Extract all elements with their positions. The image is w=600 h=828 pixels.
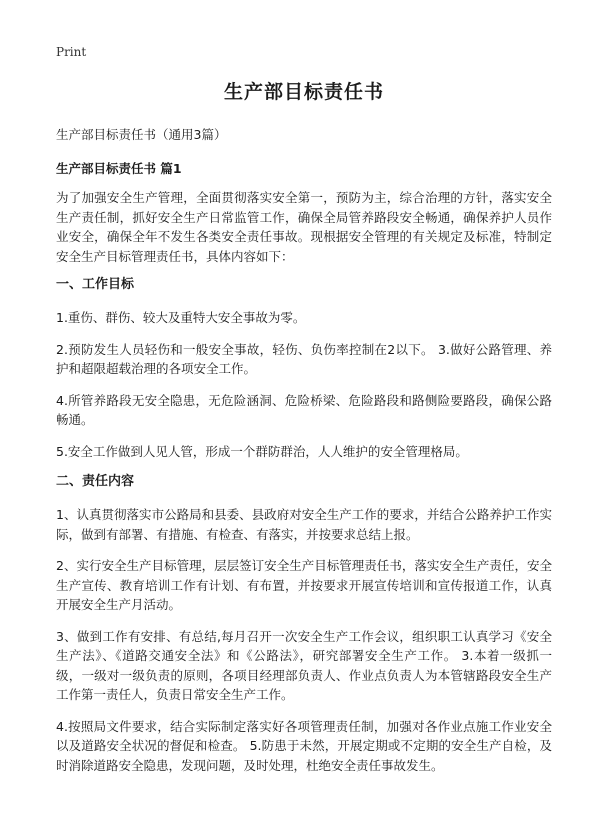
goal-item: 5.安全工作做到人见人管，形成一个群防群治，人人维护的安全管理格局。 xyxy=(56,443,468,459)
section-heading-responsibilities: 二、责任内容 xyxy=(56,474,135,489)
responsibility-item: 2、实行安全生产目标管理，层层签订安全生产目标管理责任书，落实安全生产责任，安全生产宣传、教育培训工作有计划、有布置，并按要求开展宣传培训和宣传报道工作，认真开展安全生产月活动。 xyxy=(56,558,552,612)
responsibility-item: 3、做到工作有安排、有总结,每月召开一次安全生产工作会议，组织职工认真学习《安全生产法》、《道路交通安全法》和《公路法》，研究部署安全生产工作。 3.本着一级抓一级，一级对一级负责的原则，各项目经理部负责人、作业点负责人为本管辖路段安全生产工作第一责任人，负责日常安全生产工作。 xyxy=(56,628,552,702)
goal-item: 4.所管养路段无安全隐患，无危险涵洞、危险桥梁、危险路段和路侧险要路段，确保公路畅通。 xyxy=(56,392,552,427)
responsibility-item: 4.按照局文件要求，结合实际制定落实好各项管理责任制，加强对各作业点施工作业安全以及道路安全状况的督促和检查。 5.防患于未然，开展定期或不定期的安全生产自检，及时消除道路安全隐患，发现问题，及时处理，杜绝安全责任事故发生。 xyxy=(56,718,552,773)
print-link[interactable]: Print xyxy=(56,45,87,59)
intro-paragraph: 为了加强安全生产管理，全面贯彻落实安全第一，预防为主，综合治理的方针，落实安全生产责任制，抓好安全生产日常监管工作，确保全局管养路段安全畅通，确保养护人员作业安全，确保全年不发生各类安全责任事故。现根据安全管理的有关规定及标准，特制定安全生产目标管理责任书，具体内容如下： xyxy=(56,190,552,264)
responsibility-item: 1、认真贯彻落实市公路局和县委、县政府对安全生产工作的要求，并结合公路养护工作实际，做到有部署、有措施、有检查、有落实，并按要求总结上报。 xyxy=(56,507,552,542)
goal-item: 1.重伤、群伤、较大及重特大安全事故为零。 xyxy=(56,310,306,325)
part-heading: 生产部目标责任书 篇1 xyxy=(56,161,182,176)
document-title: 生产部目标责任书 xyxy=(223,81,384,103)
document-subtitle: 生产部目标责任书（通用3篇） xyxy=(56,127,227,142)
section-heading-goals: 一、工作目标 xyxy=(56,277,135,292)
goal-item: 2.预防发生人员轻伤和一般安全事故，轻伤、负伤率控制在2以下。 3.做好公路管理、养护和超限超载治理的各项安全工作。 xyxy=(56,341,552,376)
